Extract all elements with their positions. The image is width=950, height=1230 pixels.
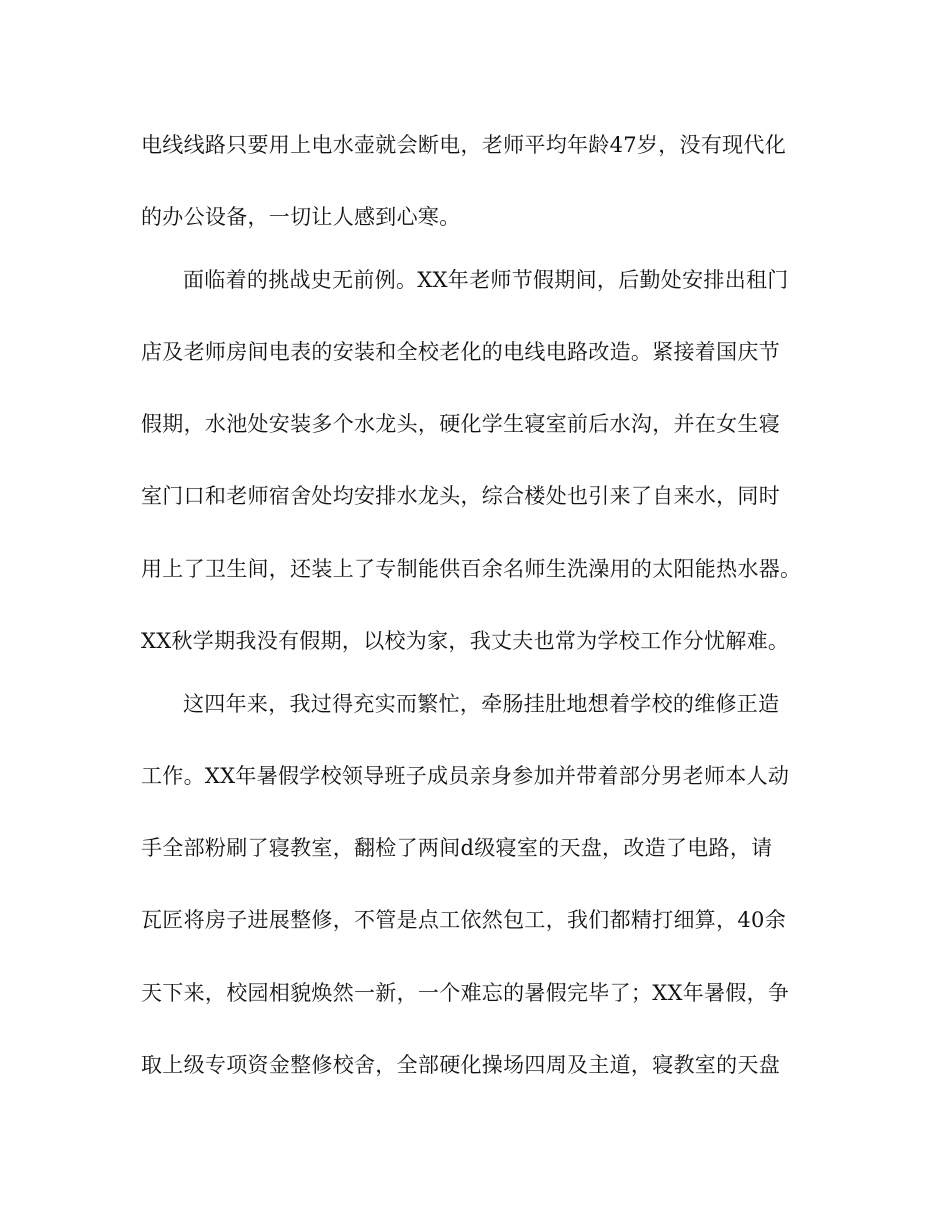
text-line-10: 工作。XX年暑假学校领导班子成员亲身参加并带着部分男老师本人动 (141, 764, 790, 788)
text-line-1: 电线线路只要用上电水壶就会断电，老师平均年龄47岁，没有现代化 (141, 133, 787, 157)
text-line-13: 天下来，校园相貌焕然一新，一个难忘的暑假完毕了；XX年暑假，争 (141, 981, 790, 1005)
text-line-12: 瓦匠将房子进展整修，不管是点工依然包工，我们都精打细算，40余 (141, 908, 787, 932)
text-line-2: 的办公设备，一切让人感到心寒。 (141, 205, 461, 229)
text-line-4: 店及老师房间电表的安装和全校老化的电线电路改造。紧接着国庆节 (141, 340, 780, 364)
text-line-8: XX秋学期我没有假期，以校为家，我丈夫也常为学校工作分忧解难。 (141, 629, 790, 653)
text-line-14: 取上级专项资金整修校舍，全部硬化操场四周及主道，寝教室的天盘 (141, 1053, 780, 1077)
paragraph-2-line-1: 面临着的挑战史无前例。XX年老师节假期间，后勤处安排出租门 (183, 268, 789, 292)
text-line-6: 室门口和老师宿舍处均安排水龙头，综合楼处也引来了自来水，同时 (141, 484, 780, 508)
text-line-7: 用上了卫生间，还装上了专制能供百余名师生洗澡用的太阳能热水器。 (141, 557, 802, 581)
text-line-11: 手全部粉刷了寝教室，翻检了两间d级寝室的天盘，改造了电路，请 (141, 836, 773, 860)
text-line-5: 假期，水池处安装多个水龙头，硬化学生寝室前后水沟，并在女生寝 (141, 412, 780, 436)
paragraph-3-line-1: 这四年来，我过得充实而繁忙，牵肠挂肚地想着学校的维修正造 (183, 692, 780, 716)
